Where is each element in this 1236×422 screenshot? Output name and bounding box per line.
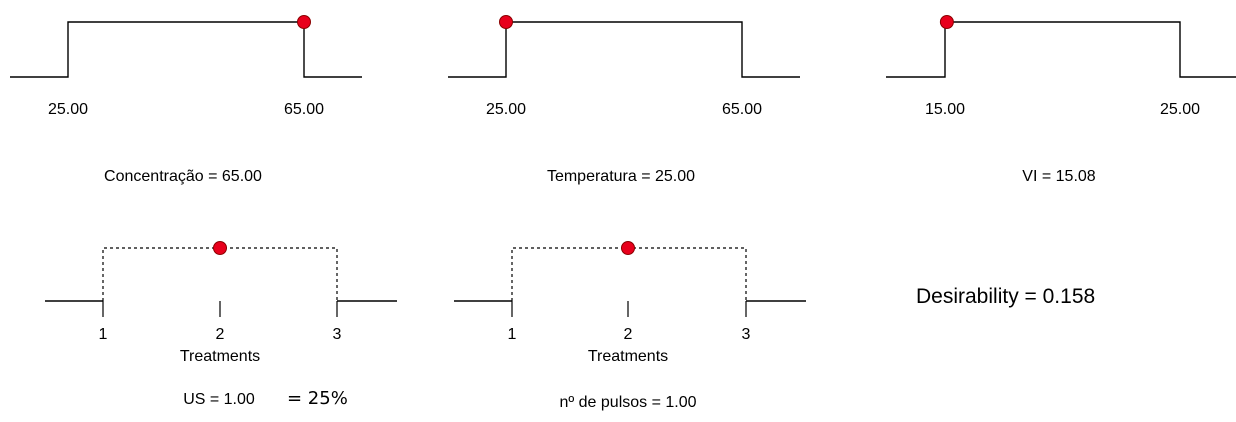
ramp-3-current-marker xyxy=(940,16,953,29)
ramp-3-line xyxy=(886,22,1236,77)
cat-2-dashed-range xyxy=(512,248,746,301)
cat-2-tick-label-1: 1 xyxy=(507,326,517,343)
ramp-1-current-marker xyxy=(298,16,311,29)
ramp-2-tick-high: 65.00 xyxy=(721,101,763,118)
cat-1-tick-label-3: 3 xyxy=(332,326,342,343)
ramp-1-line xyxy=(10,22,362,77)
ramp-2-tick-low: 25.00 xyxy=(485,101,527,118)
cat-2-tick-label-2: 2 xyxy=(623,326,633,343)
factor-label-n-pulsos: nº de pulsos = 1.00 xyxy=(559,394,697,411)
ramp-3-tick-low: 15.00 xyxy=(924,101,966,118)
cat-1-tick-label-2: 2 xyxy=(215,326,225,343)
cat-1-dashed-range xyxy=(103,248,337,301)
cat-1-tick-label-1: 1 xyxy=(98,326,108,343)
ramp-3-tick-high: 25.00 xyxy=(1159,101,1201,118)
cat-2-current-marker xyxy=(622,242,635,255)
factor-label-temperatura: Temperatura = 25.00 xyxy=(546,168,696,185)
factor-label-us: US = 1.00 xyxy=(183,391,255,408)
ramp-2-current-marker xyxy=(500,16,513,29)
ramp-2-line xyxy=(448,22,800,77)
cat-1-xlabel: Treatments xyxy=(179,348,261,365)
factor-label-concentracao: Concentração = 65.00 xyxy=(104,168,262,185)
desirability-value: Desirability = 0.158 xyxy=(916,285,1096,308)
factor-label-vi: VI = 15.08 xyxy=(1022,168,1096,185)
cat-1-current-marker xyxy=(214,242,227,255)
ramp-1-tick-high: 65.00 xyxy=(283,101,325,118)
cat-2-xlabel: Treatments xyxy=(587,348,669,365)
cat-2-tick-label-3: 3 xyxy=(741,326,751,343)
ramp-1-tick-low: 25.00 xyxy=(47,101,89,118)
us-percent-annotation: = 25% xyxy=(287,388,348,409)
